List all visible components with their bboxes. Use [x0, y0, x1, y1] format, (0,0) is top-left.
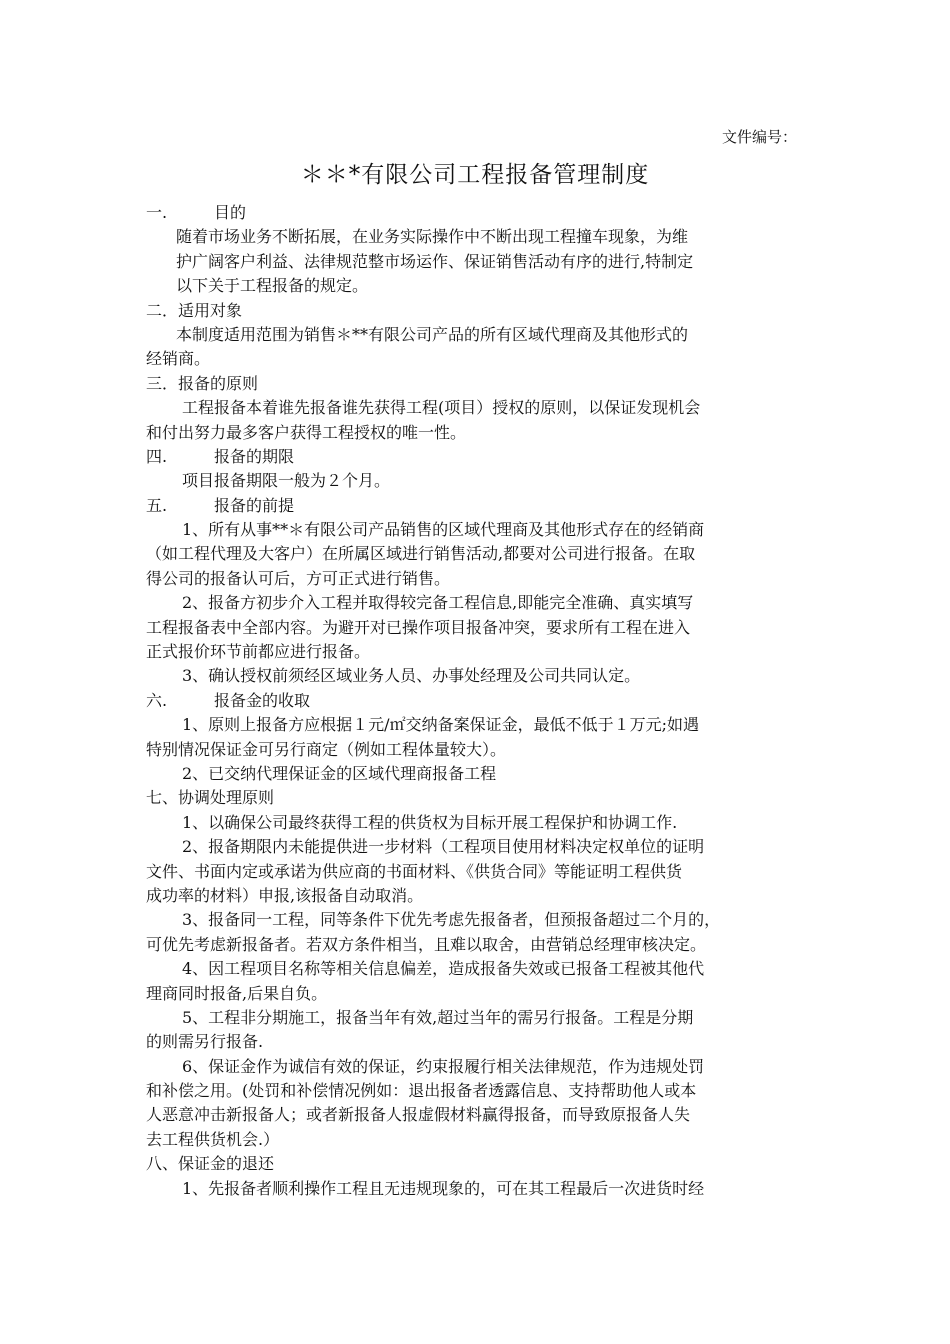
paragraph-line: 正式报价环节前都应进行报备。 — [146, 642, 371, 662]
paragraph-line: 6、保证金作为诚信有效的保证，约束报履行相关法律规范，作为违规处罚 — [182, 1056, 705, 1076]
paragraph-line: 1、以确保公司最终获得工程的供货权为目标开展工程保护和协调工作. — [182, 812, 678, 832]
paragraph-line: 工程报备本着谁先报备谁先获得工程(项目）授权的原则，以保证发现机会 — [182, 398, 701, 418]
section-heading: 三．报备的原则 — [146, 373, 259, 393]
section-heading: 七、协调处理原则 — [146, 788, 275, 808]
document-title: ＊＊*有限公司工程报备管理制度 — [300, 162, 650, 188]
paragraph-line: 4、因工程项目名称等相关信息偏差，造成报备失效或已报备工程被其他代 — [182, 959, 705, 979]
paragraph-line: 文件、书面内定或承诺为供应商的书面材料、《供货合同》等能证明工程供货 — [146, 861, 683, 881]
section-heading — [146, 201, 816, 225]
section-heading — [146, 689, 816, 713]
paragraph-line: 1、先报备者顺利操作工程且无违规现象的，可在其工程最后一次进货时经 — [182, 1178, 705, 1198]
paragraph-line: 经销商。 — [146, 349, 211, 369]
paragraph-line: 1、所有从事**＊有限公司产品销售的区域代理商及其他形式存在的经销商 — [182, 520, 705, 540]
paragraph-line: 随着市场业务不断拓展，在业务实际操作中不断出现工程撞车现象，为维 — [176, 227, 689, 247]
section-heading-text: 报备金的收取 — [214, 690, 311, 710]
paragraph-line: 去工程供货机会.） — [146, 1129, 280, 1149]
paragraph-line: 3、确认授权前须经区域业务人员、办事处经理及公司共同认定。 — [182, 666, 641, 686]
section-heading — [146, 445, 816, 469]
paragraph-line: 理商同时报备,后果自负。 — [146, 983, 328, 1003]
paragraph-line: 特别情况保证金可另行商定（例如工程体量较大）。 — [146, 739, 507, 759]
paragraph-line: 工程报备表中全部内容。为避开对已操作项目报备冲突，要求所有工程在进入 — [146, 617, 691, 637]
paragraph-line: 的则需另行报备. — [146, 1032, 264, 1052]
paragraph-line: 项目报备期限一般为２个月。 — [182, 471, 391, 491]
section-heading-text: 报备的期限 — [214, 446, 295, 466]
paragraph-line: 得公司的报备认可后，方可正式进行销售。 — [146, 568, 451, 588]
paragraph-line: 3、报备同一工程，同等条件下优先考虑先报备者，但预报备超过二个月的， — [182, 910, 721, 930]
paragraph-line: （如工程代理及大客户）在所属区域进行销售活动,都要对公司进行报备。在取 — [146, 544, 696, 564]
document-body — [146, 201, 816, 1201]
section-number: 六. — [146, 690, 168, 710]
section-heading-text: 报备的前提 — [214, 495, 295, 515]
paragraph-line: 和付出努力最多客户获得工程授权的唯一性。 — [146, 422, 467, 442]
paragraph-line: 人恶意冲击新报备人；或者新报备人报虚假材料赢得报备，而导致原报备人失 — [146, 1105, 691, 1125]
section-number: 一. — [146, 203, 168, 222]
section-number: 四. — [146, 446, 168, 466]
paragraph-line: 和补偿之用。(处罚和补偿情况例如：退出报备者透露信息、支持帮助他人或本 — [146, 1081, 697, 1101]
paragraph-line: 成功率的材料）申报,该报备自动取消。 — [146, 885, 424, 905]
paragraph-line: 可优先考虑新报备者。若双方条件相当，且难以取舍，由营销总经理审核决定。 — [146, 934, 707, 954]
section-heading: 二．适用对象 — [146, 300, 243, 320]
paragraph-line: 以下关于工程报备的规定。 — [176, 276, 369, 296]
paragraph-line: 护广阔客户利益、法律规范整市场运作、保证销售活动有序的进行,特制定 — [176, 251, 694, 271]
paragraph-line: 1、原则上报备方应根据１元/㎡交纳备案保证金，最低不低于１万元;如遇 — [182, 715, 699, 735]
section-heading-text: 目的 — [214, 203, 247, 222]
paragraph-line: 5、工程非分期施工，报备当年有效,超过当年的需另行报备。工程是分期 — [182, 1007, 694, 1027]
paragraph-line: 2、报备方初步介入工程并取得较完备工程信息,即能完全准确、真实填写 — [182, 593, 694, 613]
section-heading: 八、保证金的退还 — [146, 1154, 275, 1174]
document-number-label: 文件编号： — [722, 128, 798, 146]
paragraph-line: 2、已交纳代理保证金的区域代理商报备工程 — [182, 763, 497, 783]
paragraph-line: 本制度适用范围为销售＊**有限公司产品的所有区域代理商及其他形式的 — [176, 324, 689, 344]
paragraph-line: 2、报备期限内未能提供进一步材料（工程项目使用材料决定权单位的证明 — [182, 837, 705, 857]
section-heading — [146, 494, 816, 518]
section-number: 五. — [146, 495, 168, 515]
